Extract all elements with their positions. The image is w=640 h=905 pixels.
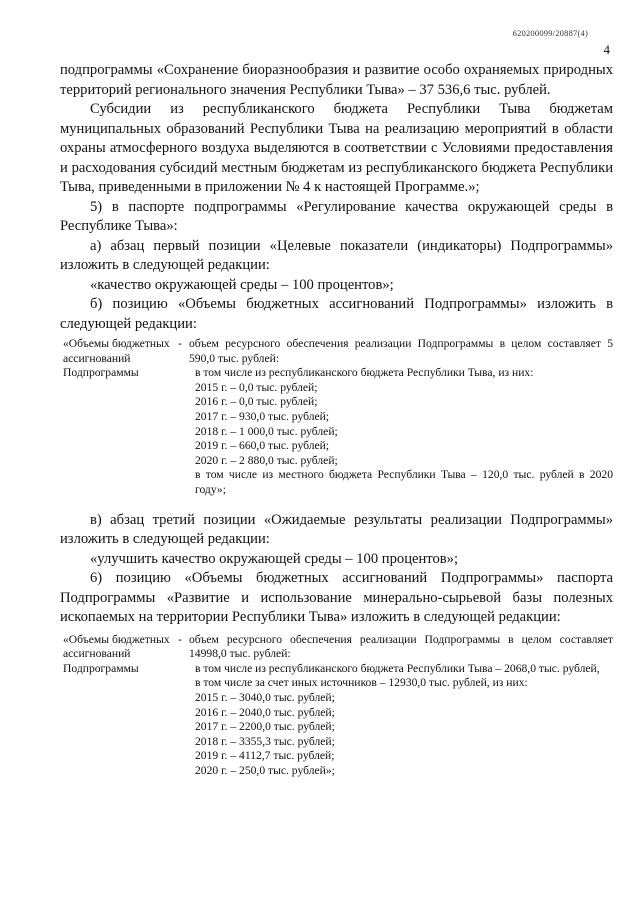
table-line: 2016 г. – 0,0 тыс. рублей; — [195, 395, 318, 409]
table-dash: - — [178, 632, 182, 646]
table-line: объем ресурсного обеспечения реализации Подпрограммы в целом составляет 5 590,0 тыс. рублей: — [189, 337, 613, 365]
table-line: 2019 г. – 660,0 тыс. рублей; — [195, 439, 330, 453]
table-line: 2017 г. – 930,0 тыс. рублей; — [195, 409, 330, 423]
paragraph: а) абзац первый позиции «Целевые показатели (индикаторы) Подпрограммы» изложить в следующей редакции: — [60, 237, 613, 273]
table-line: 2020 г. – 2 880,0 тыс. рублей; — [195, 453, 338, 467]
budget-table-2 — [60, 633, 613, 779]
table-dash: - — [178, 337, 182, 350]
paragraph: «улучшить качество окружающей среды – 100 процентов»; — [90, 550, 459, 567]
budget-table-1 — [60, 337, 613, 498]
table-line: 2018 г. – 3355,3 тыс. рублей; — [195, 734, 335, 748]
paragraph: 6) позицию «Объемы бюджетных ассигнований Подпрограммы» паспорта Подпрограммы «Развитие и использование минерально-сырьевой базы полезных ископаемых на территории Республики Тыва» изложить в следующей редакции: — [60, 570, 613, 626]
table-values — [189, 337, 613, 498]
table-line: 2018 г. – 1 000,0 тыс. рублей; — [195, 424, 338, 438]
table-line: в том числе за счет иных источников – 12930,0 тыс. рублей, из них: — [195, 676, 528, 690]
paragraph: 5) в паспорте подпрограммы «Регулирование качества окружающей среды в Республике Тыва»: — [60, 198, 613, 234]
paragraph: б) позицию «Объемы бюджетных ассигнований Подпрограммы» изложить в следующей редакции: — [60, 296, 613, 332]
document-body — [60, 61, 613, 781]
table-line: 2017 г. – 2200,0 тыс. рублей; — [195, 720, 335, 734]
table-line: 2015 г. – 3040,0 тыс. рублей; — [195, 690, 335, 704]
paragraph: Субсидии из республиканского бюджета Республики Тыва бюджетам муниципальных образований Республики Тыва на реализацию мероприятий в области охраны атмосферного воздуха выделяются в соответствии с Условиями предоставления и расходования субсидий местным бюджетам из республиканского бюджета Республики Тыва, приведенными в приложении № 4 к настоящей Программе.»; — [60, 101, 613, 195]
table-line: 2016 г. – 2040,0 тыс. рублей; — [195, 705, 335, 719]
table-line: в том числе из местного бюджета Республики Тыва – 120,0 тыс. рублей в 2020 году»; — [195, 468, 613, 496]
document-id: 620200099/20887(4) — [512, 28, 588, 38]
table-line: в том числе из республиканского бюджета Республики Тыва – 2068,0 тыс. рублей, — [195, 661, 600, 675]
page-number: 4 — [603, 42, 610, 57]
paragraph: подпрограммы «Сохранение биоразнообразия и развитие особо охраняемых природных территорий регионального значения Республики Тыва» – 37 536,6 тыс. рублей. — [60, 62, 613, 98]
table-label: «Объемы бюджетных ассигнований Подпрограммы — [63, 632, 170, 675]
paragraph: «качество окружающей среды – 100 процентов»; — [90, 276, 394, 293]
table-line: 2020 г. – 250,0 тыс. рублей»; — [195, 763, 335, 777]
table-line: 2019 г. – 4112,7 тыс. рублей; — [195, 749, 335, 763]
table-values — [189, 633, 613, 779]
paragraph: в) абзац третий позиции «Ожидаемые результаты реализации Подпрограммы» изложить в следующей редакции: — [60, 511, 613, 548]
table-line: объем ресурсного обеспечения реализации Подпрограммы в целом составляет 14998,0 тыс. рублей: — [189, 632, 613, 661]
table-line: 2015 г. – 0,0 тыс. рублей; — [195, 380, 318, 394]
table-line: в том числе из республиканского бюджета Республики Тыва, из них: — [195, 366, 534, 380]
table-label: «Объемы бюджетных ассигнований Подпрограммы — [63, 337, 170, 379]
